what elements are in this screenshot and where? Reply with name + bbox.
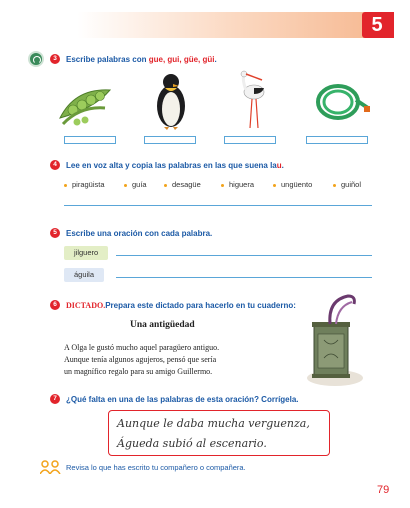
- word-item: guía: [124, 180, 147, 189]
- answer-line-3[interactable]: [224, 136, 276, 144]
- dictation-text: [64, 342, 304, 378]
- stork-image: [232, 70, 274, 130]
- penguin-image: [152, 72, 190, 130]
- unit-tab: [388, 12, 394, 38]
- peas-image: [55, 78, 115, 128]
- exercise-number: 7: [50, 394, 60, 404]
- exercise-3-heading: [50, 54, 217, 64]
- word-item: piragüista: [64, 180, 105, 189]
- exercise-7-text: ¿Qué falta en una de las palabras de esta oración? Corrígela.: [66, 394, 299, 404]
- audio-icon[interactable]: [28, 51, 44, 67]
- exercise-number: 3: [50, 54, 60, 64]
- dictation-line: A Olga le gustó mucho aquel paragüero antiguo.: [64, 343, 220, 352]
- dictation-label: DICTADO.: [66, 300, 106, 310]
- word-chip-jilguero: jilguero: [64, 246, 108, 260]
- exercise-4-prefix: Lee en voz alta y copia las palabras en las que suena la: [66, 160, 277, 170]
- exercise-3-prefix: Escribe palabras con: [66, 54, 147, 64]
- word-item: desagüe: [164, 180, 201, 189]
- writing-line[interactable]: [116, 277, 372, 278]
- word-item: ungüento: [273, 180, 312, 189]
- exercise-6-text: Prepara este dictado para hacerlo en tu cuaderno:: [105, 300, 296, 310]
- unit-number-badge: 5: [362, 12, 392, 38]
- dictation-line: Aunque tenía algunos agujeros, pensó que sería: [64, 355, 217, 364]
- word-item: higuera: [221, 180, 254, 189]
- exercise-3-suffix: .: [214, 54, 217, 64]
- handwriting-line: Aunque le daba mucha verguenza,: [117, 417, 310, 430]
- exercise-number: 6: [50, 300, 60, 310]
- exercise-5-heading: [50, 228, 212, 238]
- handwriting-line: Águeda subió al escenario.: [117, 437, 267, 450]
- exercise-6-heading: [50, 300, 296, 310]
- dictation-title: Una antigüedad: [130, 320, 195, 330]
- peer-review-note: Revisa lo que has escrito tu compañero o compañera.: [66, 463, 246, 472]
- word-chip-aguila: águila: [64, 268, 104, 282]
- pair-work-icon: [40, 460, 62, 474]
- word-item: guiñol: [333, 180, 361, 189]
- page-number: 79: [377, 484, 390, 496]
- exercise-number: 4: [50, 160, 60, 170]
- exercise-3-targets: gue, gui, güe, güi: [148, 54, 215, 64]
- dictation-line: un magnífico regalo para su amigo Guillermo.: [64, 367, 213, 376]
- handwriting-box: [108, 410, 330, 456]
- answer-line-2[interactable]: [144, 136, 196, 144]
- exercise-7-heading: [50, 394, 299, 404]
- umbrella-stand-image: [300, 290, 370, 390]
- hose-image: [312, 78, 372, 126]
- exercise-4-suffix: .: [281, 160, 284, 170]
- writing-line[interactable]: [64, 205, 372, 206]
- exercise-4-heading: [50, 160, 284, 170]
- answer-line-4[interactable]: [306, 136, 368, 144]
- answer-line-1[interactable]: [64, 136, 116, 144]
- writing-line[interactable]: [116, 255, 372, 256]
- exercise-number: 5: [50, 228, 60, 238]
- unit-header-bar: [0, 12, 388, 38]
- exercise-5-text: Escribe una oración con cada palabra.: [66, 228, 213, 238]
- exercise-4-target: u: [276, 160, 282, 170]
